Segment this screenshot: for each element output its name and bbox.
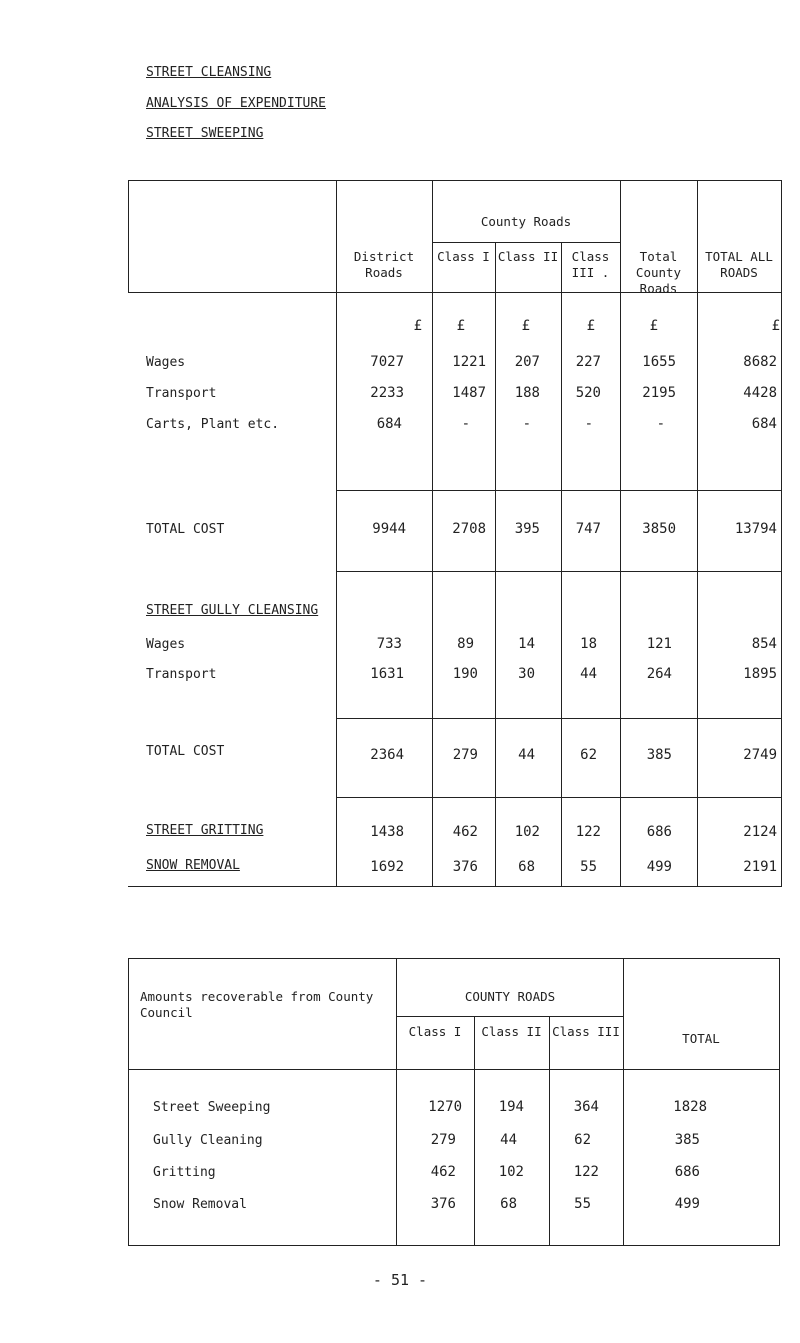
cell: 8682 xyxy=(743,354,777,370)
col-class-1: Class I xyxy=(437,249,490,264)
cell: 89 xyxy=(457,636,474,652)
cell: 2233 xyxy=(370,385,404,401)
cell: 385 xyxy=(646,747,672,763)
currency-symbol: £ xyxy=(649,318,658,334)
cell: 733 xyxy=(376,636,402,652)
cell: 4428 xyxy=(743,385,777,401)
cell: 227 xyxy=(575,354,601,370)
currency-symbol: £ xyxy=(771,318,780,334)
row-label: Carts, Plant etc. xyxy=(146,417,280,432)
cell: 1828 xyxy=(673,1099,707,1115)
cell: 1487 xyxy=(452,385,486,401)
cell: 2124 xyxy=(743,824,777,840)
cell: 55 xyxy=(574,1196,591,1212)
row-label: Wages xyxy=(146,355,186,370)
cell: 1438 xyxy=(370,824,404,840)
cell: 854 xyxy=(751,636,777,652)
row-label: Transport xyxy=(146,386,217,401)
row-label: Transport xyxy=(146,667,217,682)
cell: 1655 xyxy=(642,354,676,370)
row-label: SNOW REMOVAL xyxy=(146,858,240,873)
cell: 122 xyxy=(573,1164,599,1180)
cell: 3850 xyxy=(642,521,676,537)
row-label: STREET GRITTING xyxy=(146,823,264,838)
cell: 462 xyxy=(430,1164,456,1180)
cell: 520 xyxy=(575,385,601,401)
row-label: Gully Cleaning xyxy=(153,1133,263,1148)
cell: 376 xyxy=(452,859,478,875)
cell: - xyxy=(656,416,665,432)
cell: 686 xyxy=(646,824,672,840)
currency-symbol: £ xyxy=(521,318,530,334)
row-label: TOTAL COST xyxy=(146,744,225,759)
county-roads-header: County Roads xyxy=(480,214,572,229)
cell: 376 xyxy=(430,1196,456,1212)
cell: 684 xyxy=(751,416,777,432)
recoverable-title: Amounts recoverable from County Council xyxy=(140,989,374,1020)
cell: 2749 xyxy=(743,747,777,763)
col-total-county: Total County Roads xyxy=(635,249,682,296)
cell: 1270 xyxy=(428,1099,462,1115)
cell: 18 xyxy=(580,636,597,652)
cell: 684 xyxy=(376,416,402,432)
cell: 747 xyxy=(575,521,601,537)
cell: 121 xyxy=(646,636,672,652)
heading-street-cleansing: STREET CLEANSING xyxy=(146,65,272,80)
cell: - xyxy=(522,416,531,432)
col-class-2: Class II xyxy=(481,1024,542,1039)
row-label: Snow Removal xyxy=(153,1197,247,1212)
cell: 207 xyxy=(514,354,540,370)
col-class-1: Class I xyxy=(408,1024,462,1039)
heading-analysis: ANALYSIS OF EXPENDITURE xyxy=(146,96,327,111)
cell: 2364 xyxy=(370,747,404,763)
col-class-3: Class III . xyxy=(571,249,610,280)
cell: 13794 xyxy=(734,521,777,537)
cell: 364 xyxy=(573,1099,599,1115)
cell: 194 xyxy=(498,1099,524,1115)
cell: 62 xyxy=(580,747,597,763)
cell: 9944 xyxy=(372,521,406,537)
cell: 2708 xyxy=(452,521,486,537)
row-label: Gritting xyxy=(153,1165,216,1180)
cell: - xyxy=(584,416,593,432)
cell: 7027 xyxy=(370,354,404,370)
cell: 264 xyxy=(646,666,672,682)
currency-symbol: £ xyxy=(456,318,465,334)
cell: 188 xyxy=(514,385,540,401)
cell: 462 xyxy=(452,824,478,840)
cell: 68 xyxy=(518,859,535,875)
cell: 2191 xyxy=(743,859,777,875)
row-label: TOTAL COST xyxy=(146,522,225,537)
cell: 14 xyxy=(518,636,535,652)
cell: 1221 xyxy=(452,354,486,370)
section-gully-cleansing: STREET GULLY CLEANSING xyxy=(146,603,319,618)
col-class-2: Class II xyxy=(497,249,559,264)
cell: 44 xyxy=(500,1132,517,1148)
cell: 30 xyxy=(518,666,535,682)
col-total: TOTAL xyxy=(682,1031,720,1046)
cell: 499 xyxy=(646,859,672,875)
cell: 55 xyxy=(580,859,597,875)
row-label: Street Sweeping xyxy=(153,1100,271,1115)
cell: 1692 xyxy=(370,859,404,875)
cell: 122 xyxy=(575,824,601,840)
cell: 279 xyxy=(452,747,478,763)
cell: 102 xyxy=(498,1164,524,1180)
cell: 2195 xyxy=(642,385,676,401)
cell: 499 xyxy=(674,1196,700,1212)
page-number: - 51 - xyxy=(372,1271,428,1289)
currency-symbol: £ xyxy=(586,318,595,334)
cell: - xyxy=(461,416,470,432)
cell: 686 xyxy=(674,1164,700,1180)
currency-symbol: £ xyxy=(413,318,422,334)
heading-street-sweeping: STREET SWEEPING xyxy=(146,126,264,141)
row-label: Wages xyxy=(146,637,186,652)
cell: 279 xyxy=(430,1132,456,1148)
col-district-roads: District Roads xyxy=(353,249,415,280)
county-roads-header-2: COUNTY ROADS xyxy=(464,989,556,1004)
cell: 395 xyxy=(514,521,540,537)
col-total-all: TOTAL ALL ROADS xyxy=(705,249,773,280)
cell: 68 xyxy=(500,1196,517,1212)
cell: 385 xyxy=(674,1132,700,1148)
cell: 44 xyxy=(518,747,535,763)
cell: 44 xyxy=(580,666,597,682)
cell: 1631 xyxy=(370,666,404,682)
col-class-3: Class III xyxy=(552,1024,620,1039)
cell: 62 xyxy=(574,1132,591,1148)
cell: 190 xyxy=(452,666,478,682)
cell: 1895 xyxy=(743,666,777,682)
cell: 102 xyxy=(514,824,540,840)
